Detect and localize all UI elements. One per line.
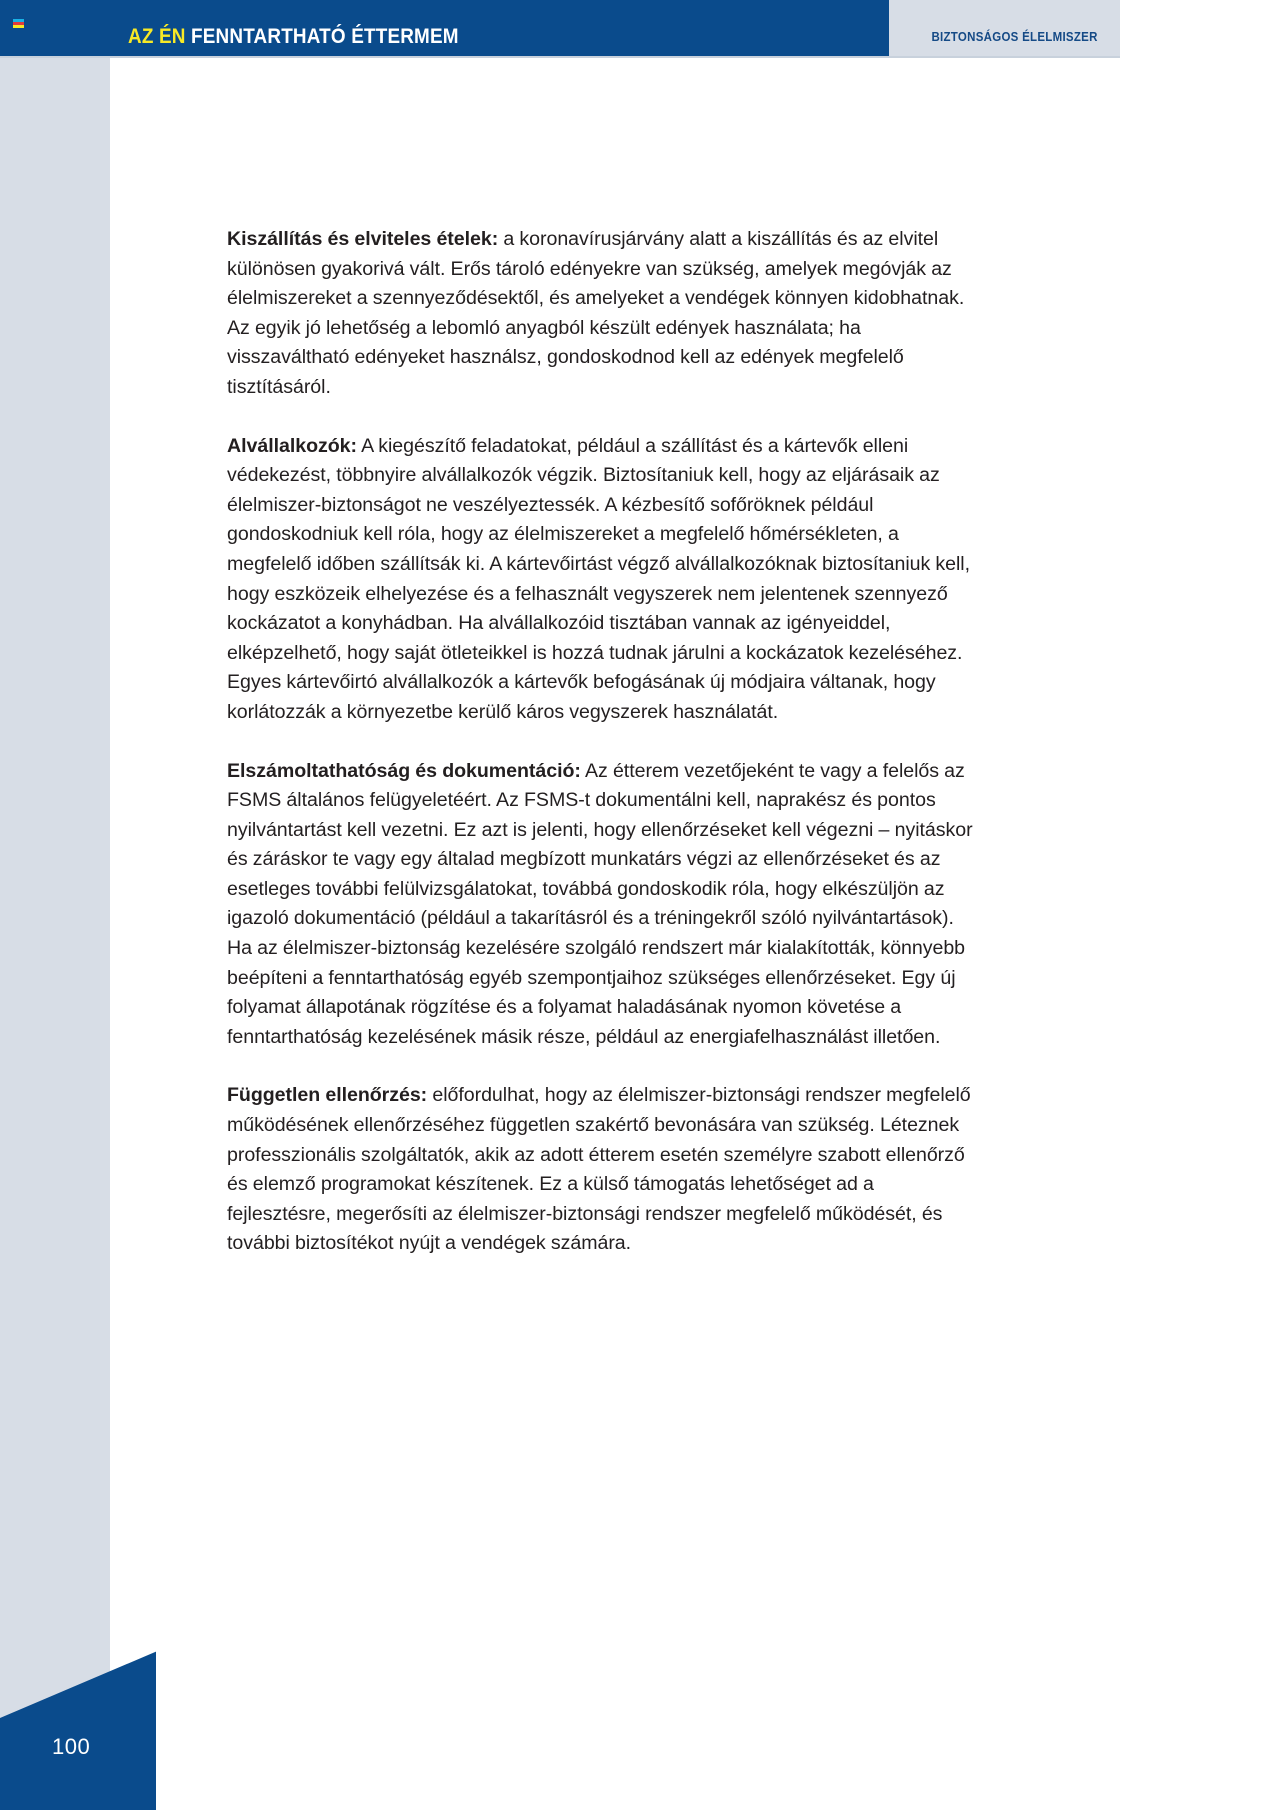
footer-right-mask [156,1580,200,1810]
paragraph-subcontractors [227,432,982,728]
paragraph-lead-label: Független ellenőrzés: [227,1084,428,1107]
page-header-bar [0,0,889,56]
paragraph-lead-label: Elszámoltathatóság és dokumentáció: [227,759,581,782]
color-bars-icon [13,19,24,28]
left-margin-band [0,0,110,1810]
paragraph-lead-label: Alvállalkozók: [227,434,357,457]
paragraph-body-text: előfordulhat, hogy az élelmiszer-biztonsági rendszer megfelelő működésének ellenőrzéséhez független szakértő bevonására van szükség. Léteznek professzionális szolgáltatók, akik az adott étterem esetén személyre szabott ellenőrző és elemző programokat készítenek. Ez a külső támogatás lehetőséget ad a fejlesztésre, megerősíti az élelmiszer-biztonsági rendszer megfelelő működését, és további biztosítékot nyújt a vendégek számára. [227,1084,971,1255]
page-title [128,26,459,47]
body-text-column [227,225,982,1259]
paragraph-accountability-documentation [227,757,982,1053]
paragraph-body-text: A kiegészítő feladatokat, például a szállítást és a kártevők elleni védekezést, többnyire alvállalkozók végzik. Biztosítaniuk kell, hogy az eljárásaik az élelmiszer-biztonságot ne veszélyeztessék. A kézbesítő sofőröknek például gondoskodniuk kell róla, hogy az élelmiszereket a megfelelő hőmérsékleten, a megfelelő időben szállítsák ki. A kártevőirtást végző alvállalkozóknak biztosítaniuk kell, hogy eszközeik elhelyezése és a felhasznált vegyszerek nem jelentenek szennyező kockázatot a konyhádban. Ha alvállalkozóid tisztában vannak az igényeiddel, elképzelhető, hogy saját ötleteikkel is hozzá tudnak járulni a kockázatok kezeléséhez. Egyes kártevőirtó alvállalkozók a kártevők befogásának új módjaira váltanak, hogy korlátozzák a környezetbe kerülő káros vegyszerek használatát. [227,434,970,723]
page-title-rest: FENNTARTHATÓ ÉTTERMEM [191,25,459,48]
page-title-highlight: AZ ÉN [128,25,186,48]
paragraph-independent-audit [227,1081,982,1259]
paragraph-delivery-takeaway [227,225,982,403]
section-tab-label: BIZTONSÁGOS ÉLELMISZER [931,30,1098,44]
paragraph-body-text: a koronavírusjárvány alatt a kiszállítás és az elvitel különösen gyakorivá vált. Erős tároló edényekre van szükség, amelyek megóvják az élelmiszereket a szennyeződésektől, és amelyeket a vendégek könnyen kidobhatnak. Az egyik jó lehetőség a lebomló anyagból készült edények használata; ha visszaváltható edényeket használsz, gondoskodnod kell az edények megfelelő tisztításáról. [227,228,965,398]
section-tab [889,0,1120,56]
page-number: 100 [52,1734,91,1759]
paragraph-lead-label: Kiszállítás és elviteles ételek: [227,228,499,250]
paragraph-body-text: Az étterem vezetőjeként te vagy a felelős az FSMS általános felügyeletéért. Az FSMS-t dokumentálni kell, naprakész és pontos nyilvántartást kell vezetni. Ez azt is jelenti, hogy ellenőrzéseket kell végezni – nyitáskor és záráskor te vagy egy általad megbízott munkatárs végzi az ellenőrzéseket és az esetleges további felülvizsgálatokat, továbbá gondoskodik róla, hogy elkészüljön az igazoló dokumentáció (például a takarításról és a tréningekről szóló nyilvántartások). Ha az élelmiszer-biztonság kezelésére szolgáló rendszert már kialakították, könnyebb beépíteni a fenntarthatóság egyéb szempontjaihoz szükséges ellenőrzéseket. Egy új folyamat állapotának rögzítése és a folyamat haladásának nyomon követése a fenntarthatóság kezelésének másik része, például az energiafelhasználást illetően. [227,759,973,1048]
